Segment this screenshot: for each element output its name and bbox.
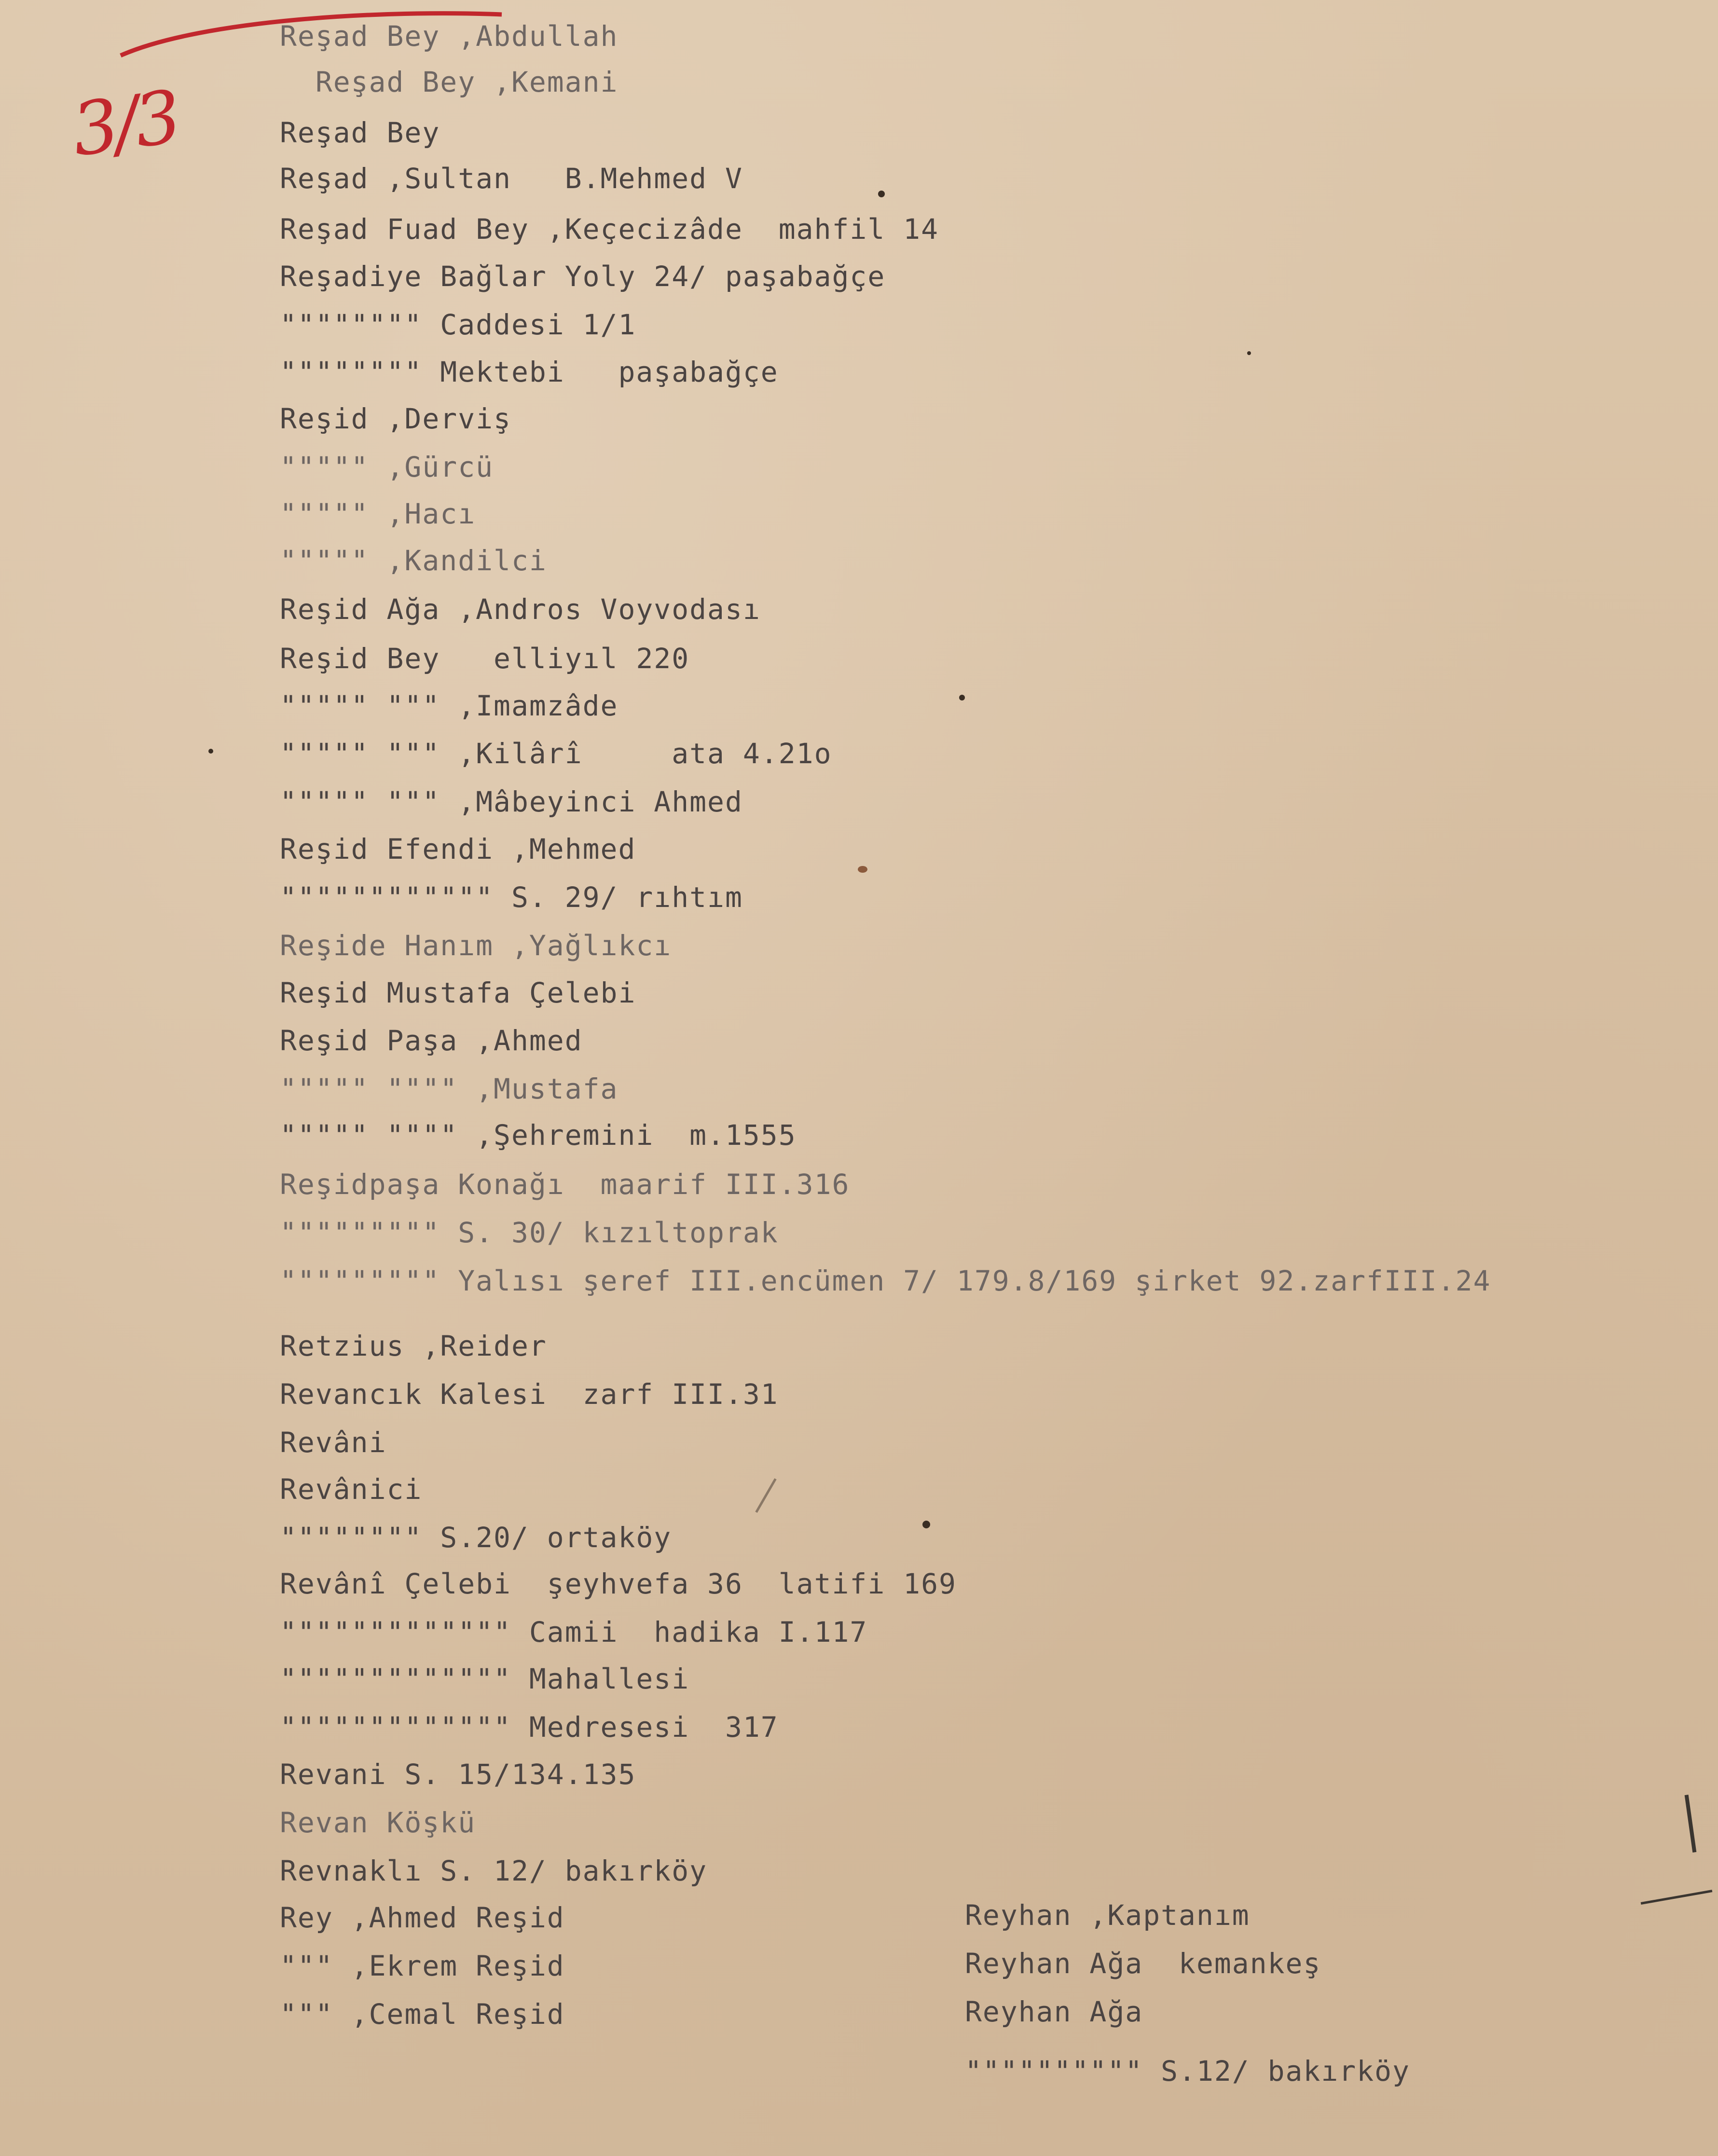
index-entry: Revânici (280, 1473, 423, 1506)
index-entry: Reşad ,Sultan B.Mehmed V (280, 162, 743, 195)
index-entry: Reşid Ağa ,Andros Voyvodası (280, 593, 761, 626)
index-entry: """""""" Mektebi paşabağçe (280, 356, 779, 388)
index-entry: """"""""""""" Mahallesi (280, 1662, 690, 1695)
index-entry: """""""""" S.12/ bakırköy (965, 2055, 1410, 2087)
index-entry: Revani S. 15/134.135 (280, 1758, 636, 1791)
index-entry: """"" """" ,Mustafa (280, 1072, 618, 1105)
index-entry: """""""""""" S. 29/ rıhtım (280, 881, 743, 914)
index-entry: Revânî Çelebi şeyhvefa 36 latifi 169 (280, 1567, 957, 1600)
index-entry: """ ,Ekrem Reşid (280, 1950, 565, 1982)
index-entry: Reşadiye Bağlar Yoly 24/ paşabağçe (280, 260, 886, 293)
index-entry: """"" ,Gürcü (280, 451, 494, 483)
index-entry: Revancık Kalesi zarf III.31 (280, 1378, 779, 1411)
index-entry: Reşid Bey elliyıl 220 (280, 642, 690, 675)
index-entry: """"" """ ,Mâbeyinci Ahmed (280, 785, 743, 818)
index-entry: Reyhan Ağa (965, 1995, 1143, 2028)
index-entry: """"" """" ,Şehremini m.1555 (280, 1119, 797, 1152)
index-entry: Revnaklı S. 12/ bakırköy (280, 1854, 708, 1887)
index-entry: Reşid ,Derviş (280, 402, 511, 435)
index-entry: """ ,Cemal Reşid (280, 1998, 565, 2031)
index-entry: Revâni (280, 1426, 387, 1459)
index-entry: """"""""""""" Medresesi 317 (280, 1711, 779, 1744)
index-entry: """"""""" Yalısı şeref III.encümen 7/ 179.8/169 şirket 92.zarfIII.24 (280, 1264, 1491, 1297)
index-entry: """""""" S.20/ ortaköy (280, 1521, 672, 1554)
index-entry: """""""" Caddesi 1/1 (280, 308, 636, 341)
index-entry: Retzius ,Reider (280, 1330, 547, 1362)
index-entry: Reşid Paşa ,Ahmed (280, 1024, 583, 1057)
index-entry: Reyhan Ağa kemankeş (965, 1947, 1321, 1980)
page-annotation: 3/3 (67, 75, 183, 173)
index-entry: Reşad Bey ,Abdullah (280, 20, 618, 53)
index-entry: """"" """ ,Imamzâde (280, 689, 618, 722)
index-entry: """"""""" S. 30/ kızıltoprak (280, 1216, 779, 1249)
index-entry: Reşide Hanım ,Yağlıkcı (280, 929, 672, 962)
index-entry: """"""""""""" Camii hadika I.117 (280, 1616, 868, 1648)
index-entry: Reşidpaşa Konağı maarif III.316 (280, 1168, 850, 1201)
index-entry: Reşid Mustafa Çelebi (280, 976, 636, 1009)
index-entry: Reşad Bey (280, 116, 440, 149)
index-entry: """"" ,Hacı (280, 497, 476, 530)
index-entry: """"" ,Kandilci (280, 544, 547, 577)
index-entry: Reyhan ,Kaptanım (965, 1899, 1250, 1932)
index-entry: """"" """ ,Kilârî ata 4.21o (280, 737, 832, 770)
index-entry: Reşid Efendi ,Mehmed (280, 833, 636, 865)
index-entry: Revan Köşkü (280, 1806, 476, 1839)
index-entry: Reşad Bey ,Kemani (280, 66, 618, 98)
index-entry: Rey ,Ahmed Reşid (280, 1901, 565, 1934)
index-entry: Reşad Fuad Bey ,Keçecizâde mahfil 14 (280, 213, 939, 246)
